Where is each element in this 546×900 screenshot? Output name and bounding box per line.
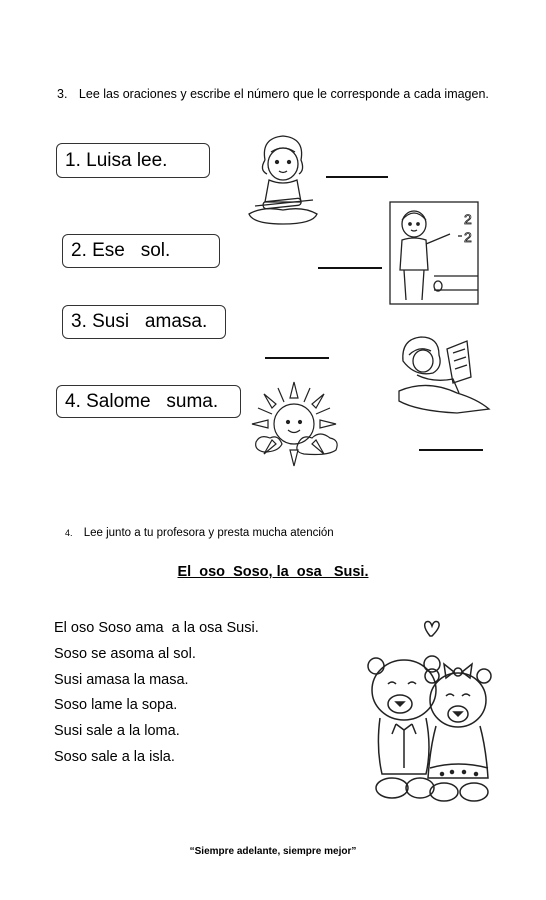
exercise-4-number: 4.: [65, 528, 73, 538]
answer-line-4[interactable]: [419, 449, 483, 451]
exercise-3-instruction: [57, 87, 489, 101]
answer-line-3[interactable]: [265, 357, 329, 359]
sentence-3: 3. Susi amasa.: [71, 311, 208, 332]
sentence-1: 1. Luisa lee.: [65, 149, 168, 171]
story-line-3: Susi amasa la masa.: [54, 672, 189, 688]
sentence-box-2: [62, 234, 220, 268]
story-line-5: Susi sale a la loma.: [54, 723, 180, 739]
exercise-3-number: 3.: [57, 87, 68, 101]
sun-with-clouds-picture: [248, 378, 344, 474]
sentence-box-4: [56, 385, 241, 418]
girl-reading-book-picture: [397, 333, 491, 415]
story-line-2: Soso se asoma al sol.: [54, 646, 196, 662]
story-line-4: Soso lame la sopa.: [54, 697, 178, 713]
two-bears-picture: [366, 618, 492, 804]
answer-line-2[interactable]: [318, 267, 382, 269]
teacher-at-board-picture: [388, 200, 480, 306]
exercise-3-instruction-text: Lee las oraciones y escribe el número que le corresponde a cada imagen.: [78, 87, 489, 101]
svg-text:2: 2: [464, 229, 472, 245]
sentence-box-1: [56, 143, 210, 178]
answer-line-1[interactable]: [326, 176, 388, 178]
sentence-box-3: [62, 305, 226, 339]
sentence-2: 2. Ese sol.: [71, 240, 171, 261]
story-line-1: El oso Soso ama a la osa Susi.: [54, 620, 259, 636]
story-title: El oso Soso, la osa Susi.: [177, 564, 369, 580]
story-line-6: Soso sale a la isla.: [54, 749, 175, 765]
sentence-4: 4. Salome suma.: [65, 390, 219, 412]
svg-text:2: 2: [464, 211, 472, 227]
girl-kneading-dough-picture: [243, 130, 323, 230]
exercise-4-instruction-text: Lee junto a tu profesora y presta mucha atención: [83, 527, 334, 539]
exercise-4-instruction: [65, 527, 334, 539]
footer-motto: “Siempre adelante, siempre mejor”: [189, 846, 357, 857]
